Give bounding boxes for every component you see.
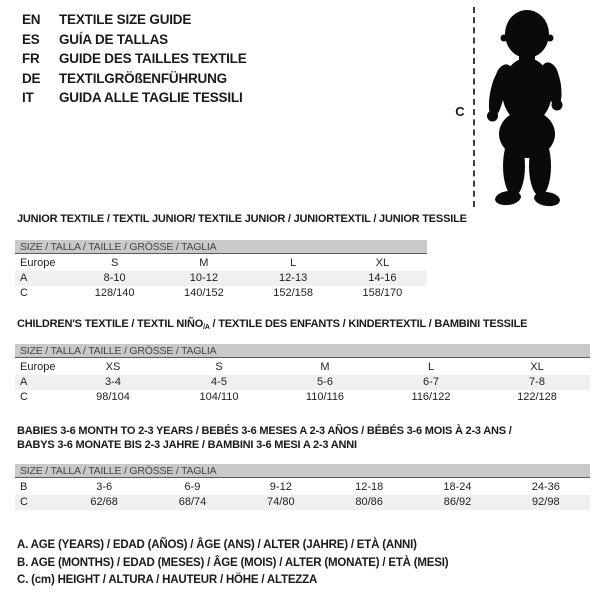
size-cell: 98/104 bbox=[96, 391, 130, 403]
language-code: EN bbox=[22, 12, 41, 27]
table-row bbox=[15, 286, 427, 301]
table-row bbox=[15, 256, 427, 271]
size-cell: 4-5 bbox=[211, 376, 227, 388]
size-cell: 12-13 bbox=[279, 272, 308, 284]
babies-size-header-bar: SIZE / TALLA / TAILLE / GRÖSSE / TAGLIA bbox=[15, 464, 590, 478]
size-cell: 18-24 bbox=[443, 481, 472, 493]
size-cell: XS bbox=[105, 361, 121, 373]
language-list bbox=[22, 10, 247, 108]
note-age-months: B. AGE (MONTHS) / EDAD (MESES) / ÂGE (MOIS) / ALTER (MONATE) / ETÀ (MESI) bbox=[17, 556, 449, 569]
babies-size-table bbox=[15, 480, 590, 510]
babies-title-line2: BABYS 3-6 MONATE BIS 2-3 JAHRE / BAMBINI 3-6 MESI A 2-3 ANNI bbox=[17, 439, 357, 451]
size-cell: 6-7 bbox=[423, 376, 439, 388]
size-cell: L bbox=[427, 361, 435, 373]
table-row bbox=[15, 390, 590, 405]
language-label: GUÍA DE TALLAS bbox=[59, 31, 168, 47]
size-cell: XL bbox=[530, 361, 544, 373]
note-age-years: A. AGE (YEARS) / EDAD (AÑOS) / ÂGE (ANS) / ALTER (JAHRE) / ETÀ (ANNI) bbox=[17, 539, 417, 551]
size-cell: 9-12 bbox=[269, 481, 292, 493]
table-row bbox=[15, 271, 427, 286]
height-dashed-line bbox=[473, 7, 475, 207]
size-cell: 92/98 bbox=[532, 496, 560, 508]
language-label: TEXTILGRÖßENFÜHRUNG bbox=[59, 70, 227, 86]
size-cell: 8-10 bbox=[103, 272, 126, 284]
language-code: IT bbox=[22, 90, 34, 105]
size-cell: 86/92 bbox=[443, 496, 472, 508]
language-code: ES bbox=[22, 31, 40, 47]
size-cell: 68/74 bbox=[178, 496, 207, 508]
size-cell: 62/68 bbox=[90, 496, 118, 508]
legend-notes bbox=[17, 537, 448, 590]
size-cell: S bbox=[110, 257, 119, 269]
size-cell: 10-12 bbox=[189, 272, 218, 284]
row-label: C bbox=[20, 496, 28, 508]
table-row bbox=[15, 360, 590, 375]
table-row bbox=[15, 495, 590, 510]
size-cell: 14-16 bbox=[368, 272, 397, 284]
language-code: DE bbox=[22, 70, 41, 86]
junior-section-title: JUNIOR TEXTILE / TEXTIL JUNIOR/ TEXTILE JUNIOR / JUNIORTEXTIL / JUNIOR TESSILE bbox=[17, 213, 467, 225]
language-code: FR bbox=[22, 51, 40, 66]
size-cell: 24-36 bbox=[531, 481, 560, 493]
size-cell: 104/110 bbox=[199, 391, 239, 403]
language-row-it bbox=[22, 88, 247, 108]
language-row-es bbox=[22, 30, 247, 50]
size-cell: 116/122 bbox=[411, 391, 451, 403]
language-label: GUIDE DES TAILLES TEXTILE bbox=[59, 51, 247, 66]
language-row-de bbox=[22, 69, 247, 89]
size-cell: 7-8 bbox=[529, 376, 545, 388]
children-section-title bbox=[17, 317, 527, 335]
size-cell: S bbox=[215, 361, 223, 373]
row-label: A bbox=[20, 376, 28, 388]
size-cell: M bbox=[199, 257, 209, 269]
size-cell: 152/158 bbox=[273, 287, 313, 299]
size-cell: 3-6 bbox=[96, 481, 113, 493]
size-cell: 80/86 bbox=[355, 496, 383, 508]
children-title-post: / TEXTILE DES ENFANTS / KINDERTEXTIL / BAMBINI TESSILE bbox=[209, 318, 528, 330]
language-row-fr bbox=[22, 49, 247, 69]
size-cell: 6-9 bbox=[184, 481, 201, 493]
size-cell: M bbox=[320, 361, 330, 373]
note-height-cm: C. (cm) HEIGHT / ALTURA / HAUTEUR / HÖHE / ALTEZZA bbox=[17, 574, 318, 586]
size-cell: 158/170 bbox=[362, 287, 403, 299]
table-row bbox=[15, 480, 590, 495]
table-row bbox=[15, 375, 590, 390]
children-size-header-bar: SIZE / TALLA / TAILLE / GRÖSSE / TAGLIA bbox=[15, 344, 590, 358]
size-cell: 110/116 bbox=[305, 391, 345, 403]
size-cell: 5-6 bbox=[317, 376, 333, 388]
junior-size-table bbox=[15, 256, 427, 301]
size-cell: 74/80 bbox=[267, 496, 295, 508]
row-label: C bbox=[20, 391, 28, 403]
language-row-en bbox=[22, 10, 247, 30]
row-label: Europe bbox=[20, 257, 56, 269]
children-size-table bbox=[15, 360, 590, 405]
size-cell: 128/140 bbox=[94, 287, 135, 299]
size-cell: 12-18 bbox=[355, 481, 384, 493]
babies-section-title bbox=[17, 424, 512, 452]
size-cell: XL bbox=[375, 257, 390, 269]
size-cell: 3-4 bbox=[105, 376, 121, 388]
children-title-pre: CHILDREN'S TEXTILE / TEXTIL NIÑO bbox=[17, 318, 204, 330]
size-cell: L bbox=[290, 257, 297, 269]
height-measure-label: C bbox=[455, 104, 465, 119]
language-label: TEXTILE SIZE GUIDE bbox=[59, 12, 192, 27]
row-label: A bbox=[20, 272, 28, 284]
junior-size-header-bar: SIZE / TALLA / TAILLE / GRÖSSE / TAGLIA bbox=[15, 240, 427, 254]
size-cell: 140/152 bbox=[183, 287, 224, 299]
size-cell: 122/128 bbox=[517, 391, 557, 403]
babies-title-line1: BABIES 3-6 MONTH TO 2-3 YEARS / BEBÉS 3-6 MESES A 2-3 AÑOS / BÉBÉS 3-6 MOIS À 2-3 ANS / bbox=[17, 425, 512, 437]
row-label: C bbox=[20, 287, 28, 299]
row-label: B bbox=[20, 481, 28, 493]
children-title-sub: /A bbox=[203, 324, 210, 331]
toddler-silhouette-icon bbox=[486, 6, 572, 210]
row-label: Europe bbox=[20, 361, 56, 373]
language-label: GUIDA ALLE TAGLIE TESSILI bbox=[59, 90, 243, 105]
